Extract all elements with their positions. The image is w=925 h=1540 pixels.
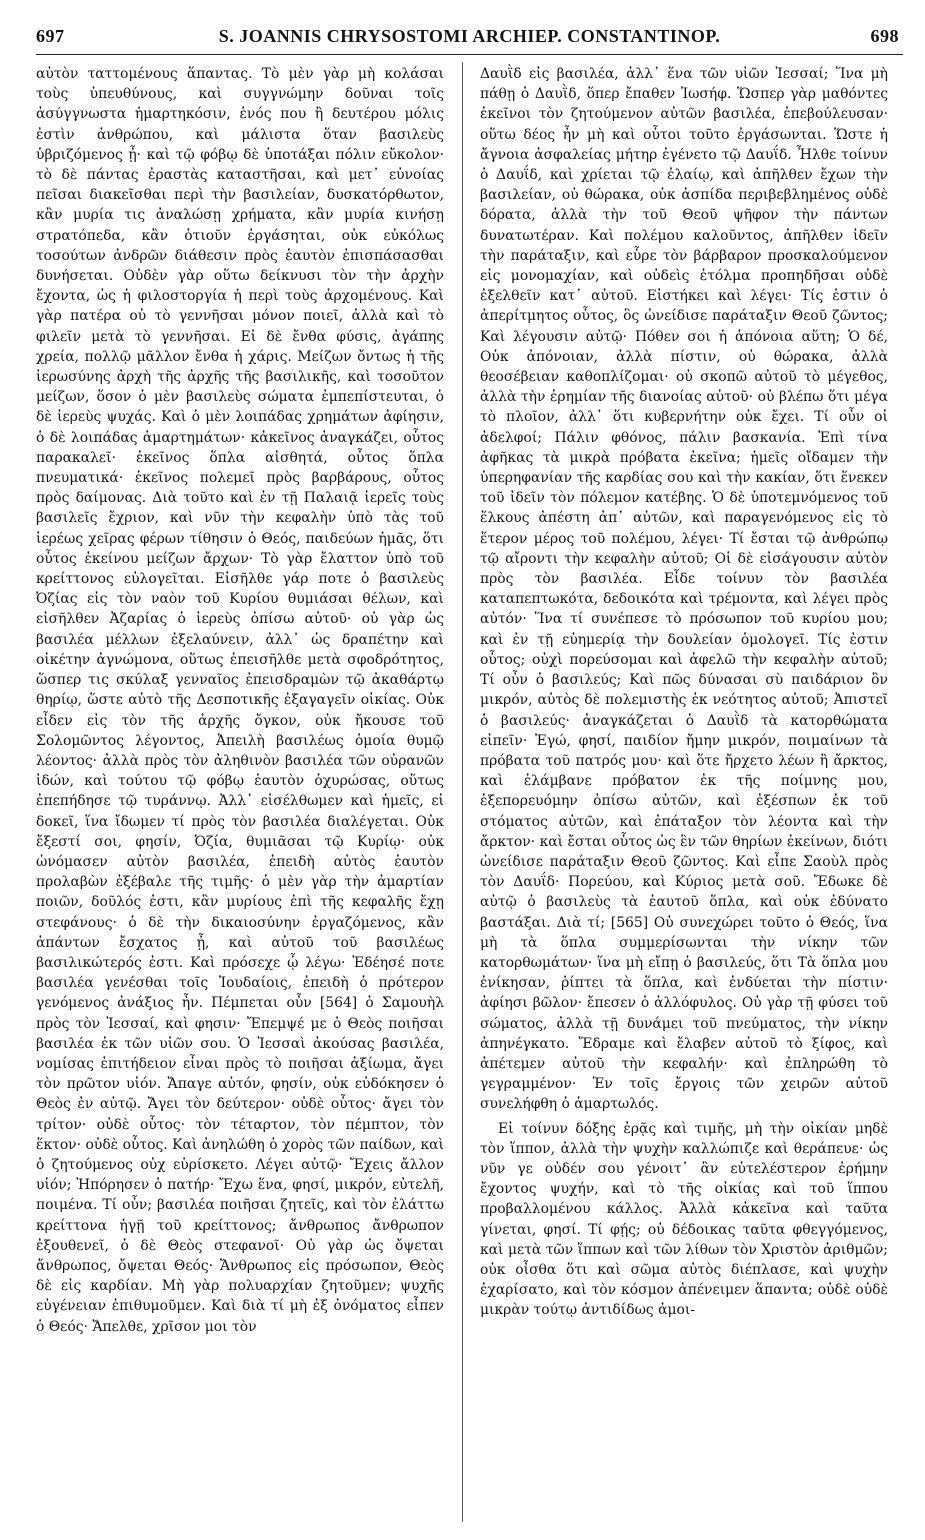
right-paragraph-1: Δαυῒδ εἰς βασιλέα, ἀλλ᾽ ἕνα τῶν υἱῶν Ἰεσσαί; Ἵνα μὴ πάθῃ ὁ Δαυῒδ, ὅπερ ἔπαθεν Ἰωσήφ. Ὥσπερ γὰρ μαθόντες ἐκεῖνοι τὸν ζητούμενον αὐτῶν βασιλέα, ἐπεβούλευσαν· οὕτω δέος ἦν μὴ καὶ οὗτοι τοῦτο ἐργάσωνται. Ὥστε ἡ ἄγνοια ἀσφαλείας μήτηρ ἐγένετο τῷ Δαυΐδ. Ἦλθε τοίνυν ὁ Δαυΐδ, καὶ χρίεται τῷ ἐλαίῳ, καὶ ἀπῆλθεν ἔχων τὴν βασιλείαν, οὐ θώρακα, οὐκ ἀσπίδα περιβεβλημένος οὐδὲ δόρατα, ἀλλὰ τὴν τοῦ Θεοῦ ψῆφον τὴν πάντων δυνατωτέραν. Καὶ πολέμου καλοῦντος, ἀπῆλθεν ἰδεῖν τὴν παράταξιν, καὶ εὗρε τὸν βάρβαρον προσκαλούμενον εἰς μονομαχίαν, καὶ οὐδεὶς ἐτόλμα προπηδῆσαι οὐδὲ ἐξελθεῖν κατ᾽ αὐτοῦ. Εἰστήκει καὶ λέγει· Τίς ἐστιν ὁ ἀπερίτμητος οὗτος, ὃς ὠνείδισε παράταξιν Θεοῦ ζῶντος; Καὶ λέγουσιν αὐτῷ· Πόθεν σοι ἡ ἀπόνοια αὕτη; Ὁ δέ, Οὐκ ἀπόνοιαν, ἀλλὰ πίστιν, οὐ θώρακα, ἀλλὰ θεοσέβειαν καθοπλίζομαι· οὐ σκοπῶ αὐτοῦ τὸ μέγεθος, ἀλλὰ τὴν ἐρημίαν τῆς διανοίας αὐτοῦ· οὐ βλέπω ὅτι μέγα τὸ πλοῖον, ἀλλ᾽ ὅτι κυβερνήτην οὐκ ἔχει. Τί οὖν οἱ ἀδελφοί; Πάλιν φθόνος, πάλιν βασκανία. Ἐπὶ τίνα ἀφῆκας τὰ μικρὰ πρόβατα ἐκεῖνα; ἡμεῖς οἴδαμεν τὴν ὑπερηφανίαν τῆς καρδίας σου καὶ τὴν κακίαν, ὅτι ἕνεκεν τοῦ ἰδεῖν τὸν πόλεμον κατέβης. Ὁ δὲ ὑποτεμνόμενος τοῦ ἕλκους ἀπέστη ἀπ᾽ αὐτῶν, καὶ παραγενόμενος εἰς τὸ ἕτερον μέρος τοῦ πολέμου, λέγει· Τί ἔσται τῷ ἀνθρώπῳ τῷ αἴροντι τὴν κεφαλὴν αὐτοῦ; Οἱ δὲ εἰσάγουσιν αὐτὸν πρὸς τὸν βασιλέα. Εἶδε τοίνυν τὸν βασιλέα καταπεπτωκότα, δεδοικότα καὶ τρέμοντα, καὶ λέγει πρὸς αὐτόν· Ἵνα τί συνέπεσε τὸ πρόσωπον τοῦ κυρίου μου; καὶ ἐν τῇ εὐημερίᾳ τὴν δουλείαν ὁμολογεῖ. Τίς ἐστιν οὗτος; οὐχὶ πορεύσομαι καὶ ἀφελῶ τὴν κεφαλὴν αὐτοῦ; Τί οὖν ὁ βασιλεύς; Καὶ πῶς δύνασαι σὺ παιδάριον ὂν μικρόν, αὐτὸς δὲ πολεμιστὴς ἐκ νεότητος αὐτοῦ; Ἀπιστεῖ ὁ βασιλεύς· ἀναγκάζεται ὁ Δαυῒδ τὰ κατορθώματα εἰπεῖν· Ἐγώ, φησί, παιδίον ἤμην μικρόν, ποιμαίνων τὰ πρόβατα τοῦ πατρός μου· καὶ ὅτε ἤρχετο λέων ἢ ἄρκτος, καὶ ἐλάμβανε πρόβατον ἐκ τῆς ποίμνης μου, ἐξεπορευόμην ὀπίσω αὐτῶν, καὶ ἐξέσπων ἐκ τοῦ στόματος αὐτῶν, καὶ ἐπάταξον τὸν λέοντα καὶ τὴν ἄρκτον· καὶ ἔσται οὗτος ὡς ἓν τῶν θηρίων ἐκείνων, διότι ὠνείδισε παράταξιν Θεοῦ ζῶντος. Καὶ εἶπε Σαοὺλ πρὸς τὸν Δαυΐδ· Πορεύου, καὶ Κύριος μετὰ σοῦ. Ἔδωκε δὲ αὐτῷ ὁ βασιλεὺς τὰ ἑαυτοῦ ὅπλα, καὶ οὐκ ἐδύνατο βαστάξαι. Διὰ τί; [565] Οὐ συνεχώρει τοῦτο ὁ Θεός, ἵνα μὴ τὰ ὅπλα συμμερίσωνται τὴν νίκην τῶν κατορθωμάτων· ἵνα μὴ εἴπῃ ὁ βασιλεύς, ὅτι Τὰ ὅπλα μου ἐνίκησαν, ῥίπτει τὰ ὅπλα, καὶ ἐνδύεται τὴν πίστιν· ἀφίησι βῶλον· ἔπεσεν ὁ ἀλλόφυλος. Οὐ γὰρ τῇ φύσει τοῦ σώματος, ἀλλὰ τῇ δυνάμει τοῦ πνεύματος, τὴν νίκην ἀπηνέγκατο. Ἔδραμε καὶ ἔλαβεν αὐτοῦ τὸ ξίφος, καὶ ἀπέτεμεν αὐτοῦ τὴν κεφαλήν· καὶ ἐπληρώθη τὸ γεγραμμένον· Ἐν τοῖς ἔργοις τῶν χειρῶν αὐτοῦ συνελήφθη ὁ ἁμαρτωλός. (480, 66, 888, 1113)
running-title: S. JOANNIS CHRYSOSTOMI ARCHIEP. CONSTANTINOP. (218, 26, 721, 46)
page-number-right: 698 (870, 26, 899, 46)
left-paragraph-1: αὐτὸν ταττομένους ἅπαντας. Τὸ μὲν γὰρ μὴ κολάσαι τοὺς ὑπευθύνους, καὶ συγγνώμην δοῦναι τοῖς ἀσύγγνωστα ἡμαρτηκόσιν, ἑνός που ἢ δευτέρου μόλις ἐστὶν ἀνθρώπου, καὶ μάλιστα ὅταν βασιλεὺς ὑβριζόμενος ᾖ· καὶ τῷ φόβῳ δὲ ὑποτάξαι πόλιν εὔκολον· τὸ δὲ πάντας ἐραστὰς καταστῆσαι, καὶ μετ᾽ εὐνοίας πεῖσαι διακεῖσθαι περὶ τὴν βασιλείαν, δυσκατόρθωτον, κἂν μυρία τις ἀναλώσῃ χρήματα, κἂν μυρία κινήσῃ στρατόπεδα, κἂν ὁτιοῦν ἐργάσηται, οὐκ εὐκόλως τοσούτων ἀνδρῶν διάθεσιν πρὸς ἑαυτὸν ἐπισπάσασθαι δυνήσεται. Οὐδὲν γὰρ οὕτω δείκνυσι τὸν τὴν ἀρχὴν ἔχοντα, ὡς ἡ φιλοστοργία ἡ περὶ τοὺς ἀρχομένους. Καὶ γὰρ πατέρα οὐ τὸ γεννῆσαι μόνον ποιεῖ, ἀλλὰ καὶ τὸ φιλεῖν μετὰ τὸ γεννῆσαι. Εἰ δὲ ἔνθα φύσις, ἀγάπης χρεία, πολλῷ μᾶλλον ἔνθα ἡ χάρις. Μείζων ὄντως ἡ τῆς ἱερωσύνης ἀρχὴ τῆς ἀρχῆς τῆς βασιλικῆς, καὶ τοσοῦτον μείζων, ὅσον ὁ μὲν βασιλεὺς σώματα ἐμπεπίστευται, ὁ δὲ ἱερεὺς ψυχάς. Καὶ ὁ μὲν λοιπάδας χρημάτων ἀφίησιν, ὁ δὲ λοιπάδας ἁμαρτημάτων· κἀκεῖνος ἀναγκάζει, οὗτος παρακαλεῖ· ἐκεῖνος ὅπλα αἰσθητά, οὗτος ὅπλα πνευματικά· ἐκεῖνος πολεμεῖ πρὸς βαρβάρους, οὗτος πρὸς δαίμονας. Διὰ τοῦτο καὶ ἐν τῇ Παλαιᾷ ἱερεῖς τοὺς βασιλεῖς ἔχριον, καὶ νῦν τὴν κεφαλὴν ὑπὸ τὰς τοῦ ἱερέως χεῖρας φέρων τίθησιν ὁ Θεός, παιδεύων ἡμᾶς, ὅτι οὗτος ἐκείνου μείζων ἄρχων· Τὸ γὰρ ἔλαττον ὑπὸ τοῦ κρείττονος εὐλογεῖται. Εἰσῆλθε γάρ ποτε ὁ βασιλεὺς Ὀζίας εἰς τὸν ναὸν τοῦ Κυρίου θυμιάσαι θέλων, καὶ εἰσῆλθεν Ἀζαρίας ὁ ἱερεὺς ὀπίσω αὐτοῦ· οὐ γὰρ ὡς βασιλέα μέλλων ἐξελαύνειν, ἀλλ᾽ ὡς δραπέτην καὶ οἰκέτην ἀγνώμονα, οὕτως ἐπεισῆλθε μετὰ σφοδρότητος, ὥσπερ τις σκύλαξ γενναῖος ἐπεισδραμὼν τῷ ἀκαθάρτῳ θηρίῳ, ὥστε αὐτὸ τῆς Δεσποτικῆς ἐξαγαγεῖν οἰκίας. Οὐκ εἶδεν εἰς τὸν τῆς ἀρχῆς ὄγκον, οὐκ ἤκουσε τοῦ Σολομῶντος λέγοντος, Ἀπειλὴ βασιλέως ὁμοία θυμῷ λέοντος· ἀλλὰ πρὸς τὸν ἀληθινὸν βασιλέα τῶν οὐρανῶν ἰδών, καὶ τούτου τῷ φόβῳ ἑαυτὸν ὀχυρώσας, οὕτως ἐπεπήδησε τῷ τυράννῳ. Ἀλλ᾽ εἰσέλθωμεν καὶ ἡμεῖς, εἰ δοκεῖ, ἵνα ἴδωμεν τί πρὸς τὸν βασιλέα διαλέγεται. Οὐκ ἔξεστί σοι, φησίν, Ὀζία, θυμιᾶσαι τῷ Κυρίῳ· οὐκ ὠνόμασεν αὐτὸν βασιλέα, ἐπειδὴ αὐτὸς ἑαυτὸν προλαβὼν ἐξέβαλε τῆς τιμῆς· ὁ μὲν γὰρ τὴν ἁμαρτίαν ποιῶν, δοῦλός ἐστι, κἂν μυρίους ἐπὶ τῆς κεφαλῆς ἔχῃ στεφάνους· ὁ δὲ τὴν δικαιοσύνην ἐργαζόμενος, κἂν ἁπάντων ἔσχατος ᾖ, καὶ αὐτοῦ τοῦ βασιλέως βασιλικώτερός ἐστι. Καὶ πρόσεχε ᾧ λέγω· Ἐδέησέ ποτε βασιλέα γενέσθαι τοῖς Ἰουδαίοις, ἐπειδὴ ὁ πρότερον γενόμενος ἀνάξιος ἦν. Πέμπεται οὖν [564] ὁ Σαμουὴλ πρὸς τὸν Ἰεσσαί, καὶ φησιν· Ἔπεμψέ με ὁ Θεὸς ποιῆσαι βασιλέα ἐκ τῶν υἱῶν σου. Ὁ Ἰεσσαὶ ἀκούσας βασιλέα, νομίσας ἐπιτήδειον εἶναι πρὸς τὸ ποιῆσαι ἀξίωμα, ἄγει τὸν πρῶτον υἱόν. Ἄπαγε αὐτόν, φησίν, οὐκ εὐδόκησεν ὁ Θεὸς ἐν αὐτῷ. Ἄγει τὸν δεύτερον· οὐδὲ οὗτος· ἄγει τὸν τρίτον· οὐδὲ οὗτος· τὸν τέταρτον, τὸν πέμπτον, τὸν ἕκτον· οὐδὲ οὗτος. Καὶ ἀνηλώθη ὁ χορὸς τῶν παίδων, καὶ ὁ ζητούμενος οὐχ εὑρίσκετο. Λέγει αὐτῷ· Ἔχεις ἄλλον υἱόν; Ἠπόρησεν ὁ πατήρ· Ἔχω ἕνα, φησί, μικρόν, εὐτελῆ, ποιμένα. Τί οὖν; βασιλέα ποιῆσαι ζητεῖς, καὶ τὸν ἐλάττω κρείττονα ἡγῇ τοῦ κρείττονος; ἄνθρωπος ἄνθρωπον ἐξουθενεῖ, ὁ δὲ Θεὸς στεφανοῖ· Οὐ γὰρ ὡς ὄψεται ἄνθρωπος, ὄψεται Θεός· Ἄνθρωπος εἰς πρόσωπον, Θεὸς δὲ εἰς καρδίαν. Μὴ γὰρ πολυαρχίαν ζητοῦμεν; ψυχῆς εὐγένειαν ἐπιθυμοῦμεν. Καὶ διὰ τί μὴ ἐξ ὀνόματος εἶπεν ὁ Θεός· Ἄπελθε, χρῖσον μοι τὸν (36, 66, 444, 1335)
running-header (36, 20, 903, 56)
right-paragraph-2: Εἰ τοίνυν δόξης ἐρᾷς καὶ τιμῆς, μὴ τὴν οἰκίαν μηδὲ τὸν ἵππον, ἀλλὰ τὴν ψυχὴν καλλώπιζε καὶ θεράπευε· ὡς νῦν γε οὐδέν σου γένοιτ᾽ ἂν εὐτελέστερον ἐρήμην ἔχοντος ψυχήν, καὶ τὸ τῆς οἰκίας καὶ τοῦ ἵππου προβαλλομένου κάλλος. Ἀλλὰ κἀκεῖνα καὶ ταῦτα γίνεται, φησί. Τί φῄς; οὐ δέδοικας ταῦτα φθεγγόμενος, καὶ μετὰ τῶν ἵππων καὶ τῶν λίθων τὸν Χριστὸν ἀριθμῶν; οὐκ οἶσθα ὅτι καὶ σῶμα αὐτὸς διέπλασε, καὶ ψυχὴν ἐχαρίσατο, καὶ τὸν κόσμον ἀπένειμεν ἅπαντα; οὐδὲ οὐδὲ μικρὰν τούτῳ ἀντιδίδως ἀμοι- (480, 1120, 888, 1319)
left-column (36, 64, 444, 1519)
page-number-left: 697 (36, 26, 65, 46)
column-divider (462, 62, 463, 1522)
header-rule (36, 54, 903, 55)
right-column (480, 64, 888, 1519)
